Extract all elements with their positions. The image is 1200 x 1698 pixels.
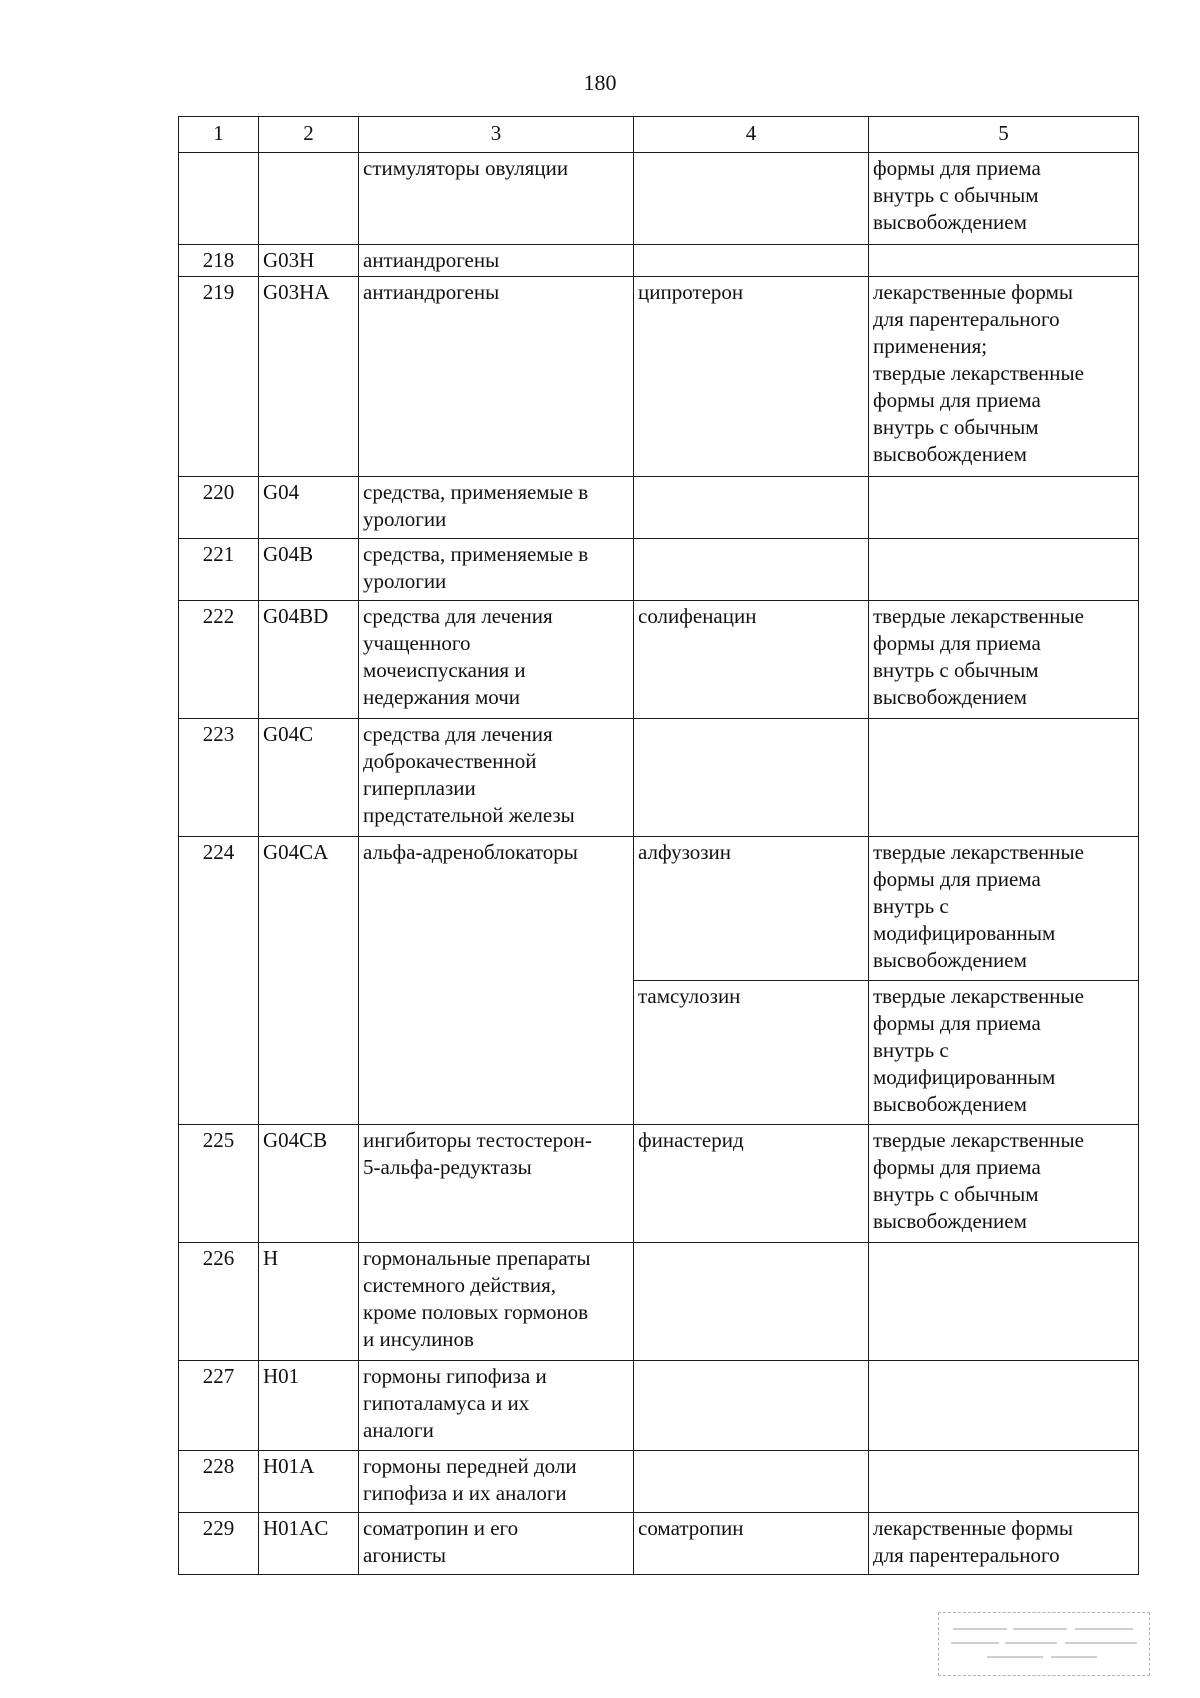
dosage-form: [869, 245, 1139, 277]
group-name: средства, применяемые в урологии: [359, 539, 634, 601]
table-row: [179, 1451, 1139, 1513]
page-number: 180: [583, 70, 617, 95]
atc-code: G04BD: [259, 601, 359, 719]
row-number: 228: [179, 1451, 259, 1513]
row-number: [179, 153, 259, 245]
group-name: гормональные препараты системного действия, кроме половых гормонов и инсулинов: [359, 1243, 634, 1361]
drug-name: соматропин: [634, 1513, 869, 1575]
atc-code: H: [259, 1243, 359, 1361]
drug-name: [634, 1243, 869, 1361]
table-row: [179, 277, 1139, 477]
dosage-form: [869, 1451, 1139, 1513]
drug-name: [634, 1451, 869, 1513]
table-row: [179, 1361, 1139, 1451]
dosage-form: твердые лекарственные формы для приема внутрь с модифицированным высвобождением: [869, 837, 1139, 981]
drug-name: алфузозин: [634, 837, 869, 981]
drug-table: [178, 116, 1139, 1575]
atc-code: G04CA: [259, 837, 359, 1125]
table-header-row: [179, 117, 1139, 153]
drug-name: тамсулозин: [634, 981, 869, 1125]
drug-name: ципротерон: [634, 277, 869, 477]
row-number: 226: [179, 1243, 259, 1361]
drug-name: [634, 539, 869, 601]
drug-name: [634, 719, 869, 837]
group-name: альфа-адреноблокаторы: [359, 837, 634, 1125]
atc-code: G04: [259, 477, 359, 539]
drug-name: солифенацин: [634, 601, 869, 719]
group-name: средства для лечения учащенного мочеиспускания и недержания мочи: [359, 601, 634, 719]
row-number: 225: [179, 1125, 259, 1243]
atc-code: H01A: [259, 1451, 359, 1513]
drug-name: [634, 153, 869, 245]
dosage-form: лекарственные формы для парентерального: [869, 1513, 1139, 1575]
atc-code: G04C: [259, 719, 359, 837]
header-col-1: 1: [179, 117, 259, 153]
row-number: 222: [179, 601, 259, 719]
dosage-form: [869, 539, 1139, 601]
row-number: 224: [179, 837, 259, 1125]
row-number: 220: [179, 477, 259, 539]
dosage-form: твердые лекарственные формы для приема внутрь с модифицированным высвобождением: [869, 981, 1139, 1125]
group-name: гормоны передней доли гипофиза и их аналоги: [359, 1451, 634, 1513]
drug-name: [634, 1361, 869, 1451]
atc-code: [259, 153, 359, 245]
group-name: стимуляторы овуляции: [359, 153, 634, 245]
row-number: 223: [179, 719, 259, 837]
dosage-form: [869, 719, 1139, 837]
group-name: средства, применяемые в урологии: [359, 477, 634, 539]
table-row: [179, 601, 1139, 719]
atc-code: H01: [259, 1361, 359, 1451]
atc-code: G03HA: [259, 277, 359, 477]
header-col-3: 3: [359, 117, 634, 153]
header-col-2: 2: [259, 117, 359, 153]
row-number: 219: [179, 277, 259, 477]
row-number: 227: [179, 1361, 259, 1451]
drug-name: [634, 245, 869, 277]
dosage-form: [869, 1243, 1139, 1361]
group-name: антиандрогены: [359, 245, 634, 277]
stamp-scribble: [947, 1619, 1143, 1671]
atc-code: H01AC: [259, 1513, 359, 1575]
dosage-form: [869, 1361, 1139, 1451]
table-row: [179, 1513, 1139, 1575]
table-row: [179, 245, 1139, 277]
table-row: [179, 719, 1139, 837]
group-name: антиандрогены: [359, 277, 634, 477]
dosage-form: твердые лекарственные формы для приема внутрь с обычным высвобождением: [869, 1125, 1139, 1243]
table-row: [179, 153, 1139, 245]
dosage-form: твердые лекарственные формы для приема внутрь с обычным высвобождением: [869, 601, 1139, 719]
row-number: 218: [179, 245, 259, 277]
dosage-form: лекарственные формы для парентерального применения; твердые лекарственные формы для приема внутрь с обычным высвобождением: [869, 277, 1139, 477]
table-row: [179, 1243, 1139, 1361]
row-number: 221: [179, 539, 259, 601]
table-row: [179, 1125, 1139, 1243]
atc-code: G03H: [259, 245, 359, 277]
drug-name: финастерид: [634, 1125, 869, 1243]
table-row: [179, 477, 1139, 539]
dosage-form: формы для приема внутрь с обычным высвобождением: [869, 153, 1139, 245]
table-row: [179, 539, 1139, 601]
atc-code: G04CB: [259, 1125, 359, 1243]
drug-name: [634, 477, 869, 539]
group-name: ингибиторы тестостерон- 5-альфа-редуктазы: [359, 1125, 634, 1243]
registration-stamp: [938, 1612, 1150, 1676]
table-row: [179, 837, 1139, 981]
group-name: соматропин и его агонисты: [359, 1513, 634, 1575]
group-name: гормоны гипофиза и гипоталамуса и их аналоги: [359, 1361, 634, 1451]
row-number: 229: [179, 1513, 259, 1575]
dosage-form: [869, 477, 1139, 539]
group-name: средства для лечения доброкачественной гиперплазии предстательной железы: [359, 719, 634, 837]
header-col-5: 5: [869, 117, 1139, 153]
header-col-4: 4: [634, 117, 869, 153]
atc-code: G04B: [259, 539, 359, 601]
